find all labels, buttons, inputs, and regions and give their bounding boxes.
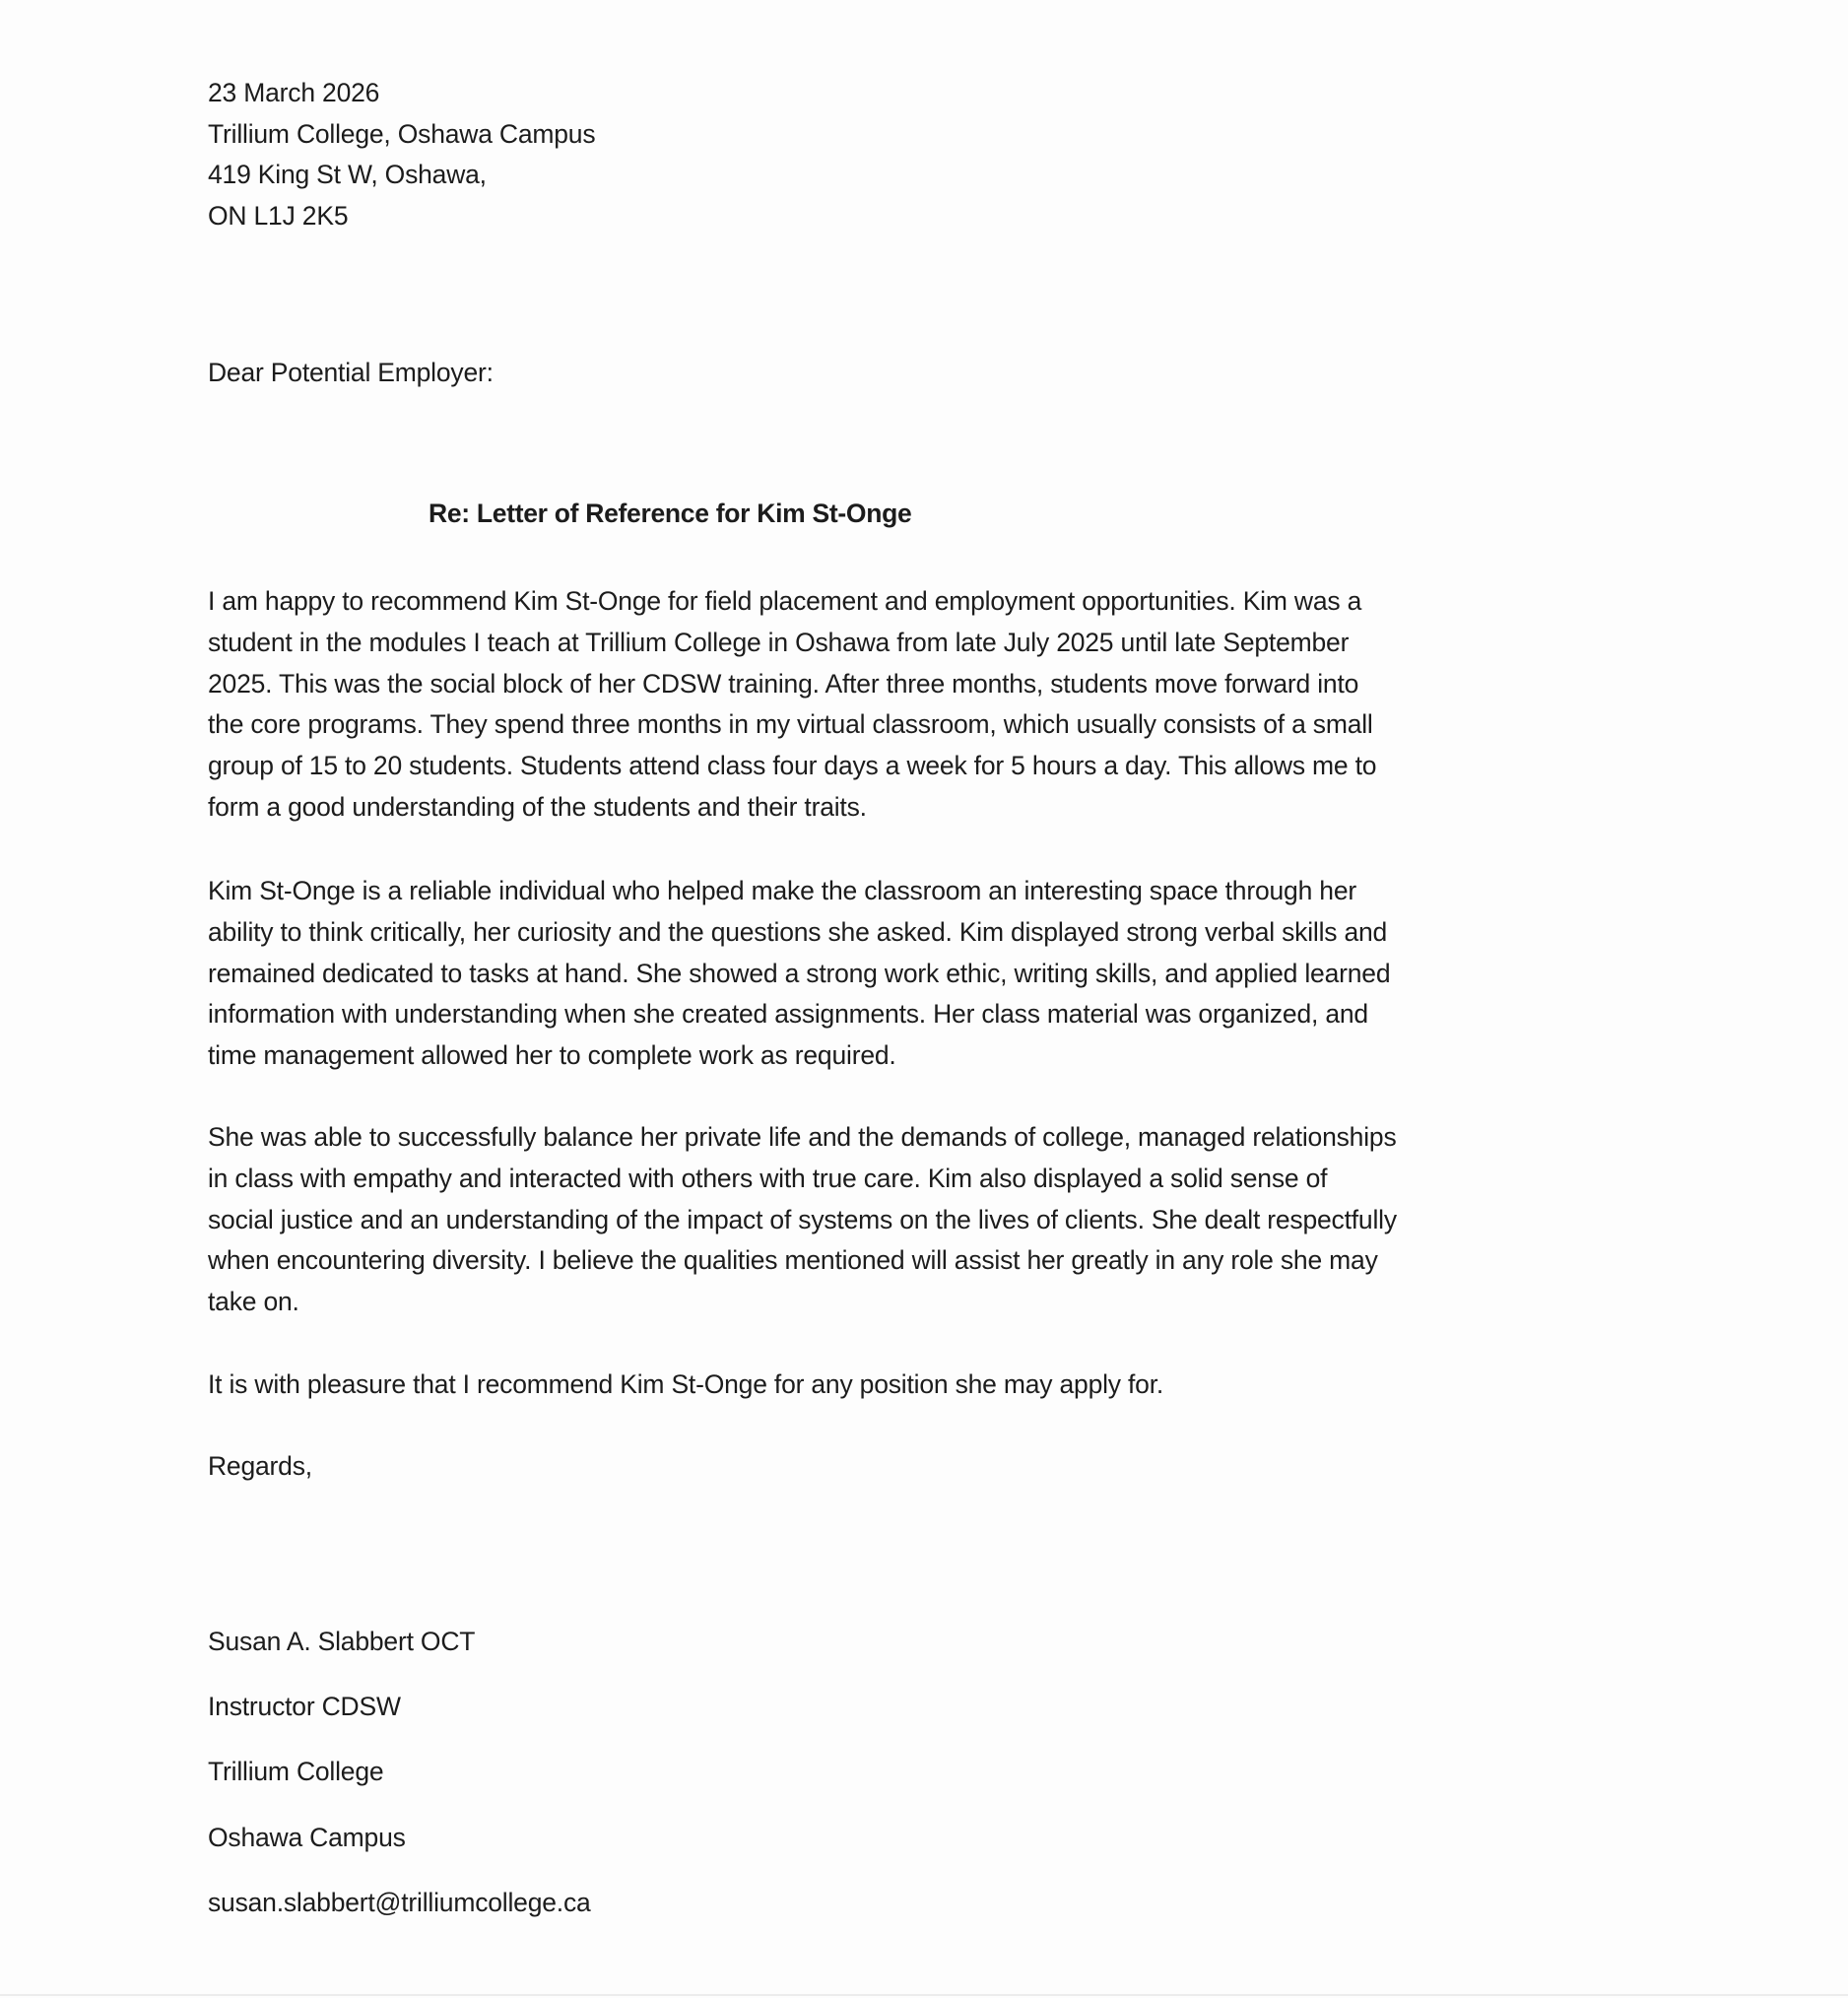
address-line-3: ON L1J 2K5 [208,200,349,231]
address-line-2: 419 King St W, Oshawa, [208,160,487,190]
paragraph-line: remained dedicated to tasks at hand. She showed a strong work ethic, writing skills, and applied learned [208,958,1391,988]
paragraph-line: when encountering diversity. I believe the qualities mentioned will assist her greatly in any role she may [208,1245,1378,1276]
paragraph-line: It is with pleasure that I recommend Kim St-Onge for any position she may apply for. [208,1369,1164,1399]
paragraph-line: student in the modules I teach at Trillium College in Oshawa from late July 2025 until late September [208,627,1350,657]
body-paragraph-4 [208,1365,1163,1406]
paragraph-line: social justice and an understanding of the impact of systems on the lives of clients. She dealt respectfully [208,1204,1397,1234]
signature-block [208,1609,591,1935]
paragraph-line: Kim St-Onge is a reliable individual who helped make the classroom an interesting space through her [208,876,1356,905]
sender-block [208,73,595,236]
address-line-1: Trillium College, Oshawa Campus [208,118,596,149]
subject-line: Re: Letter of Reference for Kim St-Onge [429,499,912,528]
signer-name: Susan A. Slabbert OCT [208,1627,476,1656]
body-paragraph-1 [208,581,1376,829]
paragraph-line: in class with empathy and interacted with others with true care. Kim also displayed a solid sense of [208,1163,1328,1193]
signer-email: susan.slabbert@trilliumcollege.ca [208,1887,591,1917]
paragraph-line: information with understanding when she created assignments. Her class material was organized, and [208,999,1368,1030]
salutation: Dear Potential Employer: [208,358,494,387]
paragraph-line: the core programs. They spend three months in my virtual classroom, which usually consists of a small [208,709,1373,740]
paragraph-line: take on. [208,1287,299,1317]
paragraph-line: ability to think critically, her curiosity and the questions she asked. Kim displayed strong verbal skills and [208,916,1388,947]
closing: Regards, [208,1451,312,1481]
paragraph-line: 2025. This was the social block of her CDSW training. After three months, students move forward into [208,668,1359,699]
paragraph-line: group of 15 to 20 students. Students attend class four days a week for 5 hours a day. This allows me to [208,751,1377,781]
body-paragraph-3 [208,1117,1397,1323]
paragraph-line: time management allowed her to complete work as required. [208,1040,896,1071]
paragraph-line: She was able to successfully balance her private life and the demands of college, managed relationships [208,1122,1397,1152]
signer-institution: Trillium College [208,1757,384,1787]
signer-title: Instructor CDSW [208,1692,401,1722]
body-paragraph-2 [208,871,1390,1077]
paragraph-line: form a good understanding of the students and their traits. [208,791,867,822]
paragraph-line: I am happy to recommend Kim St-Onge for field placement and employment opportunities. Kim was a [208,586,1362,616]
letter-date: 23 March 2026 [208,78,380,107]
signer-campus: Oshawa Campus [208,1822,406,1852]
